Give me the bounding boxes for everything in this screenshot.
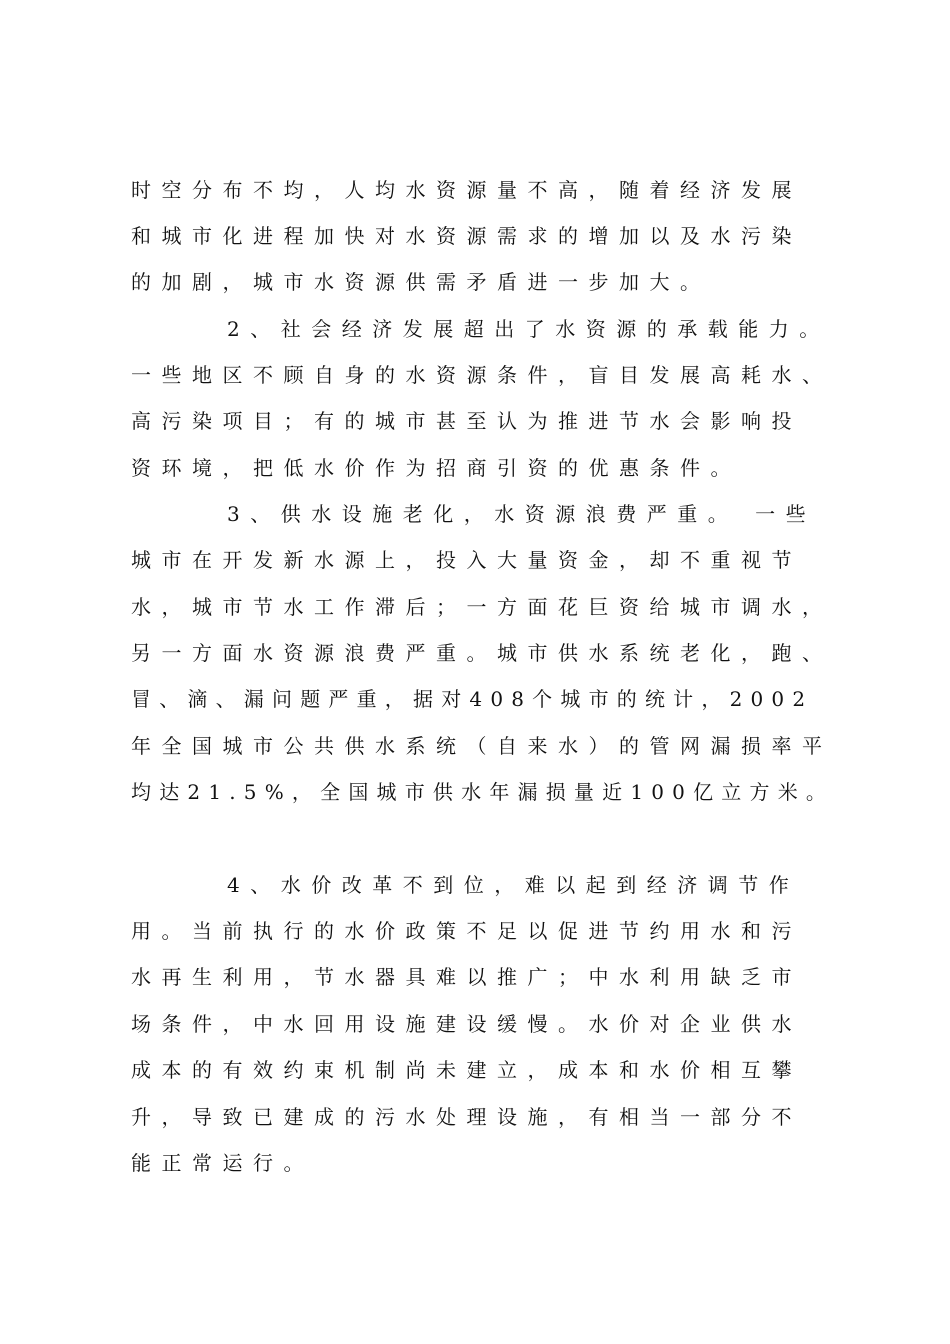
text-line: 资环境，把低水价作为招商引资的优惠条件。 [131,456,741,480]
text-line: 另一方面水资源浪费严重。城市供水系统老化，跑、 [131,641,833,665]
text-line: 冒、滴、漏问题严重，据对408个城市的统计，2002 [131,687,814,711]
text-line: 场条件，中水回用设施建设缓慢。水价对企业供水 [131,1012,802,1036]
text-line: 一些地区不顾自身的水资源条件，盲目发展高耗水、 [131,363,833,387]
text-line: 时空分布不均，人均水资源量不高，随着经济发展 [131,178,802,202]
paragraph-start-line: 2、社会经济发展超出了水资源的承载能力。 [227,317,830,341]
text-line: 用。当前执行的水价政策不足以促进节约用水和污 [131,919,802,943]
text-line: 年全国城市公共供水系统（自来水）的管网漏损率平 [131,734,833,758]
paragraph-start-line: 4、水价改革不到位，难以起到经济调节作 [227,873,800,897]
text-line: 水再生利用，节水器具难以推广；中水利用缺乏市 [131,965,802,989]
text-line: 和城市化进程加快对水资源需求的增加以及水污染 [131,224,802,248]
text-line: 的加剧，城市水资源供需矛盾进一步加大。 [131,270,711,294]
text-line: 升，导致已建成的污水处理设施，有相当一部分不 [131,1105,802,1129]
text-line: 高污染项目；有的城市甚至认为推进节水会影响投 [131,409,802,433]
text-line: 能正常运行。 [131,1151,314,1175]
text-line: 成本的有效约束机制尚未建立，成本和水价相互攀 [131,1058,802,1082]
text-line: 均达21.5%，全国城市供水年漏损量近100亿立方米。 [131,780,835,804]
text-line: 城市在开发新水源上，投入大量资金，却不重视节 [131,548,802,572]
paragraph-start-line: 3、供水设施老化，水资源浪费严重。 一些 [227,502,817,526]
text-line: 水，城市节水工作滞后；一方面花巨资给城市调水， [131,595,833,619]
